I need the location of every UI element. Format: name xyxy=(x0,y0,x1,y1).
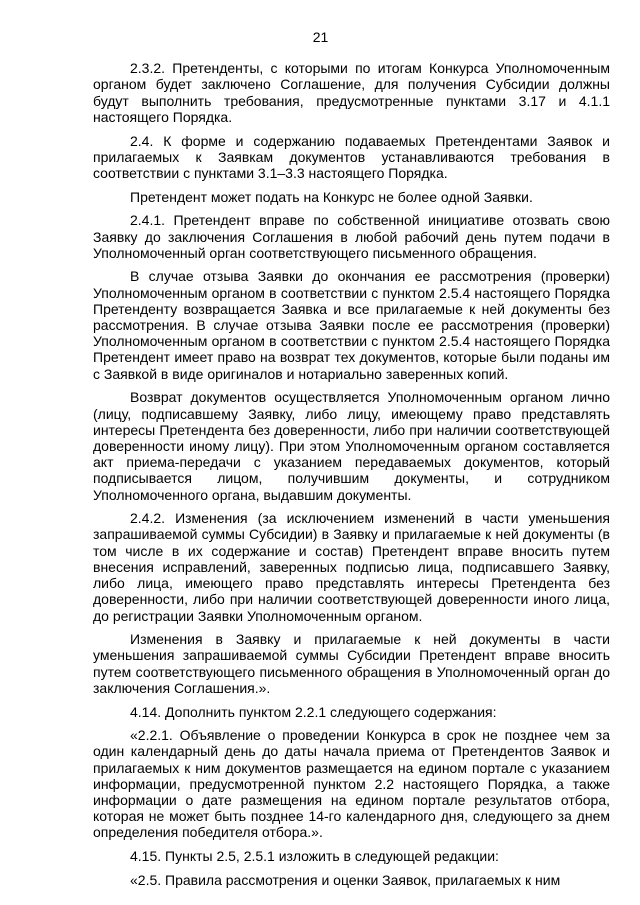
paragraph: «2.2.1. Объявление о проведении Конкурса в срок не позднее чем за один календарный день до даты начала приема от Претендентов Заявок и прилагаемых к ним документов размещается на едином портале с указанием информации, предусмотренной пунктом 2.2 настоящего Порядка, а также информации о дате размещения на едином портале результатов отбора, которая не может быть позднее 14-го календарного дня, следующего за днем определения победителя отбора.». xyxy=(93,727,610,841)
paragraph: Возврат документов осуществляется Уполномоченным органом лично (лицу, подписавшему Заявку, либо лицу, имеющему право представлять интересы Претендента без доверенности, либо при наличии соответствующей доверенности иному лицу). При этом Уполномоченным органом составляется акт приема-передачи с указанием передаваемых документов, который подписывается лицом, получившим документы, и сотрудником Уполномоченного органа, выдавшим документы. xyxy=(93,389,610,503)
paragraph: Изменения в Заявку и прилагаемые к ней документы в части уменьшения запрашиваемой суммы Субсидии Претендент вправе вносить путем соответствующего письменного обращения в Уполномоченный орган до заключения Соглашения.». xyxy=(93,631,610,696)
paragraph: Претендент может подать на Конкурс не более одной Заявки. xyxy=(130,188,533,205)
paragraph: 2.4. К форме и содержанию подаваемых Претендентами Заявок и прилагаемых к Заявкам документов устанавливаются требования в соответствии с пунктами 3.1–3.3 настоящего Порядка. xyxy=(93,132,610,181)
paragraph: «2.5. Правила рассмотрения и оценки Заявок, прилагаемых к ним xyxy=(130,871,561,888)
page-number: 21 xyxy=(312,29,329,45)
paragraph: 4.15. Пункты 2.5, 2.5.1 изложить в следующей редакции: xyxy=(130,848,499,865)
paragraph: 4.14. Дополнить пунктом 2.2.1 следующего содержания: xyxy=(130,703,497,720)
paragraph: В случае отзыва Заявки до окончания ее рассмотрения (проверки) Уполномоченным органом в соответствии с пунктом 2.5.4 настоящего Порядка Претенденту возвращается Заявка и все прилагаемые к ней документы без рассмотрения. В случае отзыва Заявки после ее рассмотрения (проверки) Уполномоченным органом в соответствии с пунктом 2.5.4 настоящего Порядка Претендент имеет право на возврат тех документов, которые были поданы им с Заявкой в виде оригиналов и нотариально заверенных копий. xyxy=(93,268,610,382)
paragraph: 2.3.2. Претенденты, с которыми по итогам Конкурса Уполномоченным органом будет заключено Соглашение, для получения Субсидии должны будут выполнить требования, предусмотренные пунктами 3.17 и 4.1.1 настоящего Порядка. xyxy=(93,60,610,125)
paragraph: 2.4.1. Претендент вправе по собственной инициативе отозвать свою Заявку до заключения Соглашения в любой рабочий день путем подачи в Уполномоченный орган соответствующего письменного обращения. xyxy=(93,212,610,261)
paragraph: 2.4.2. Изменения (за исключением изменений в части уменьшения запрашиваемой суммы Субсидии) в Заявку и прилагаемые к ней документы (в том числе в их содержание и состав) Претендент вправе вносить путем внесения исправлений, заверенных подписью лица, подписавшего Заявку, либо лица, имеющего право представлять интересы Претендента без доверенности, либо при наличии соответствующей доверенности иного лица, до регистрации Заявки Уполномоченным органом. xyxy=(93,510,610,624)
